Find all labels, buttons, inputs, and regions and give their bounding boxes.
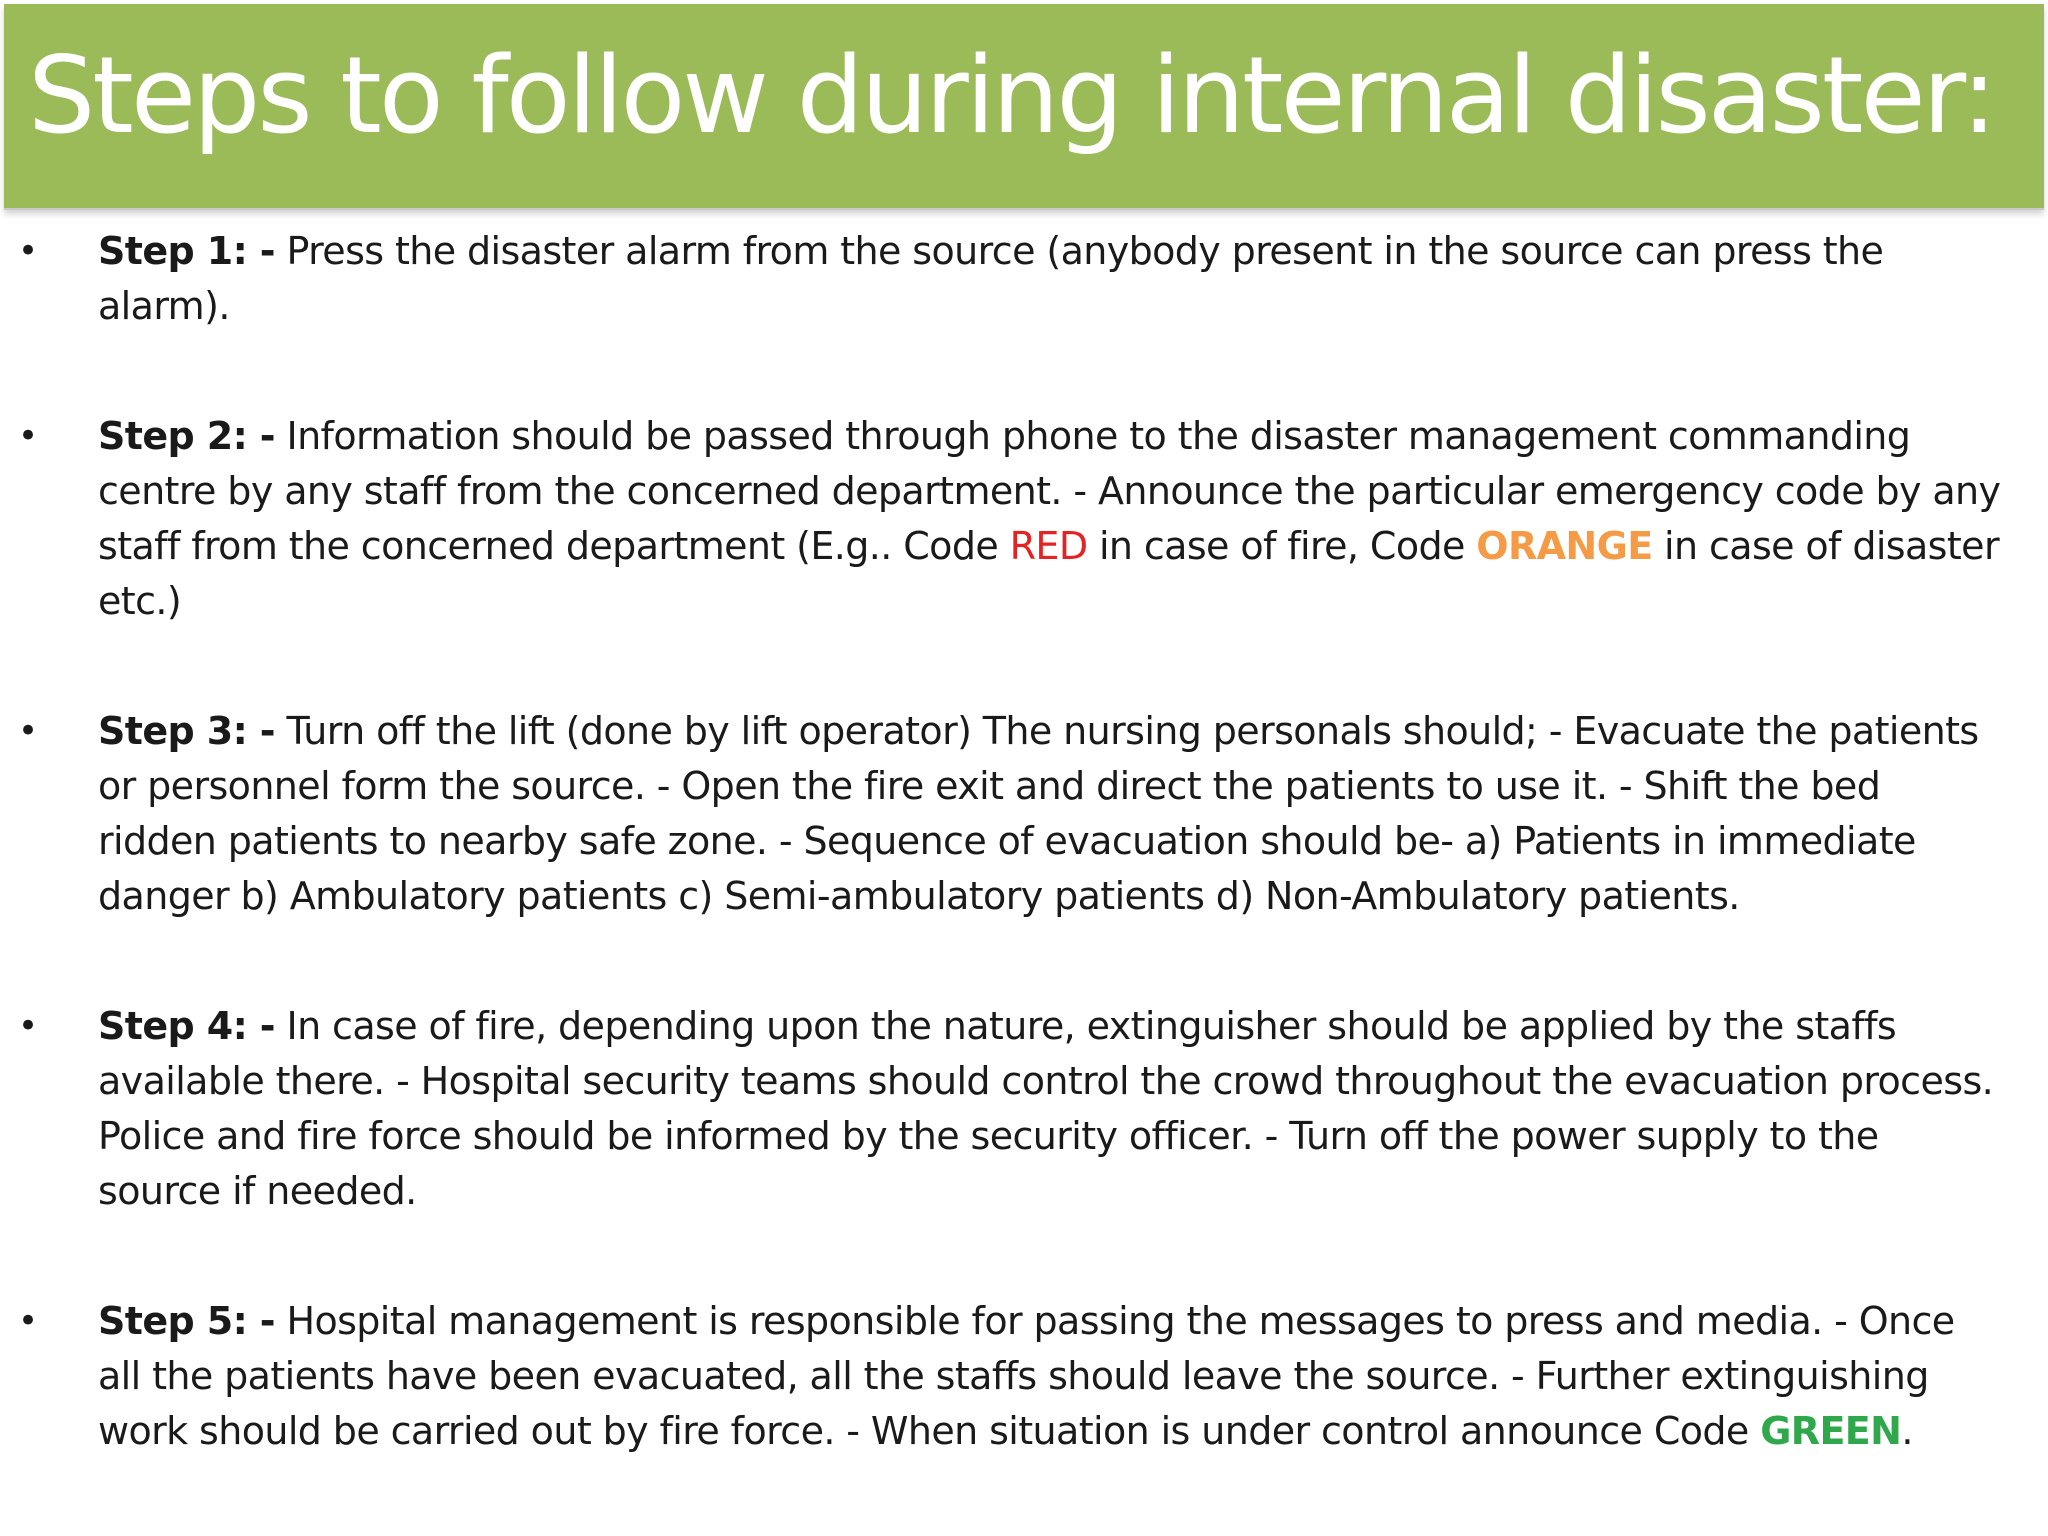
step-text: In case of fire, depending upon the nature, extinguisher should be applied by the staffs available there. - Hospital security teams should control the crowd throughout the evacuation process. Police and fire force should be informed by the security officer. - Turn off the power supply to the source if needed. (98, 1004, 1994, 1213)
step-4 (0, 999, 2048, 1219)
steps-list (0, 224, 2048, 1459)
code-green-text: GREEN (1760, 1409, 1902, 1453)
step-text: Information should be passed through phone to the disaster management commanding centre by any staff from the concerned department. - Announce the particular emergency code by any staff from the concerned department (E.g.. Code (98, 414, 2001, 568)
step-text: in case of disaster etc.) (98, 524, 1999, 623)
step-2 (0, 409, 2048, 629)
step-text: Press the disaster alarm from the source (anybody present in the source can press the alarm). (98, 229, 1884, 328)
step-label: Step 3: - (98, 709, 275, 753)
step-text: in case of fire, Code (1087, 524, 1477, 568)
step-text: Hospital management is responsible for passing the messages to press and media. - Once all the patients have been evacuated, all the staffs should leave the source. - Further extinguishing work should be carried out by fire force. - When situation is under control announce Code (98, 1299, 1955, 1453)
slide-title: Steps to follow during internal disaster: (28, 34, 1995, 157)
code-orange-text: ORANGE (1476, 524, 1653, 568)
step-label: Step 5: - (98, 1299, 275, 1343)
bullet-icon: • (18, 1006, 38, 1046)
bullet-icon: • (18, 231, 38, 271)
bullet-icon: • (18, 711, 38, 751)
step-5 (0, 1294, 2048, 1459)
step-text: . (1901, 1409, 1913, 1453)
bullet-icon: • (18, 1301, 38, 1341)
code-red-text: RED (1009, 524, 1088, 568)
step-1 (0, 224, 2048, 334)
step-text: Turn off the lift (done by lift operator) The nursing personals should; - Evacuate the patients or personnel form the source. - Open the fire exit and direct the patients to use it. - Shift the bed ridden patients to nearby safe zone. - Sequence of evacuation should be- a) Patients in immediate danger b) Ambulatory patients c) Semi-ambulatory patients d) Non-Ambulatory patients. (98, 709, 1979, 918)
step-label: Step 2: - (98, 414, 275, 458)
step-3 (0, 704, 2048, 924)
bullet-icon: • (18, 416, 38, 456)
step-label: Step 4: - (98, 1004, 275, 1048)
title-bar (4, 4, 2044, 210)
step-label: Step 1: - (98, 229, 275, 273)
